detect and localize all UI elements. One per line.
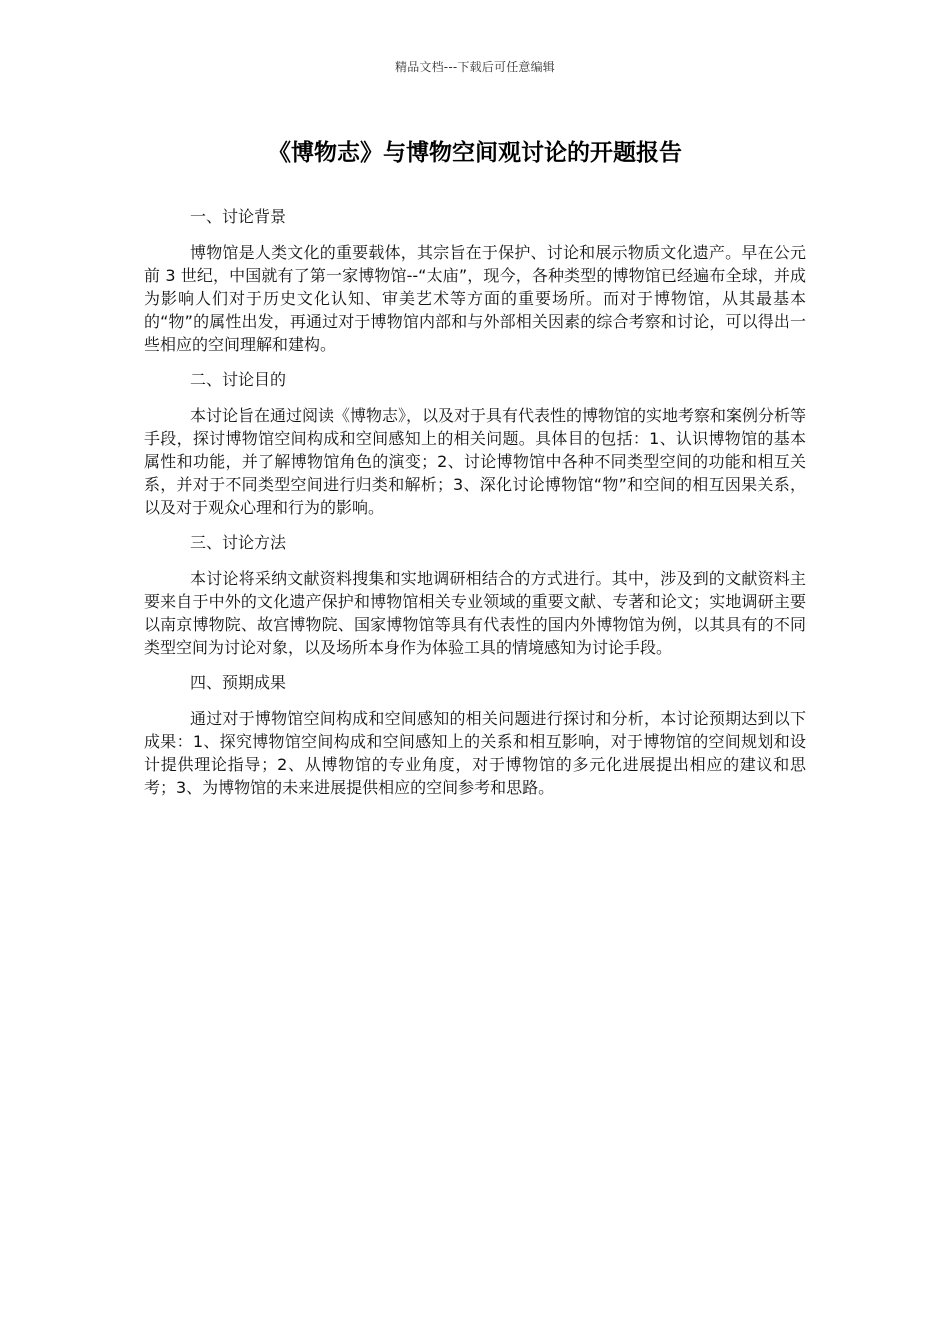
page-header-note: 精品文档---下载后可任意编辑 [395, 60, 555, 74]
section-paragraph: 博物馆是人类文化的重要载体，其宗旨在于保护、讨论和展示物质文化遗产。早在公元前 3 世纪，中国就有了第一家博物馆--“太庙”，现今，各种类型的博物馆已经遍布全球，并成为影响人们对于历史文化认知、审美艺术等方面的重要场所。而对于博物馆，从其最基本的“物”的属性出发，再通过对于博物馆内部和与外部相关因素的综合考察和讨论，可以得出一些相应的空间理解和建构。 [144, 243, 806, 354]
section-heading: 一、讨论背景 [190, 207, 287, 226]
section-heading: 四、预期成果 [190, 673, 287, 692]
document-title: 《博物志》与博物空间观讨论的开题报告 [268, 140, 682, 166]
document-body [144, 206, 806, 812]
section-paragraph: 通过对于博物馆空间构成和空间感知的相关问题进行探讨和分析，本讨论预期达到以下成果：1、探究博物馆空间构成和空间感知上的关系和相互影响，对于博物馆的空间规划和设计提供理论指导；2、从博物馆的专业角度，对于博物馆的多元化进展提出相应的建议和思考；3、为博物馆的未来进展提供相应的空间参考和思路。 [144, 709, 806, 797]
section-paragraph: 本讨论旨在通过阅读《博物志》，以及对于具有代表性的博物馆的实地考察和案例分析等手段，探讨博物馆空间构成和空间感知上的相关问题。具体目的包括：1、认识博物馆的基本属性和功能，并了解博物馆角色的演变；2、讨论博物馆中各种不同类型空间的功能和相互关系，并对于不同类型空间进行归类和解析；3、深化讨论博物馆“物”和空间的相互因果关系，以及对于观众心理和行为的影响。 [144, 406, 807, 517]
section-expected-results [144, 672, 806, 799]
section-heading: 三、讨论方法 [190, 533, 287, 552]
section-heading: 二、讨论目的 [190, 370, 287, 389]
section-background [144, 206, 806, 356]
section-method [144, 532, 806, 659]
section-paragraph: 本讨论将采纳文献资料搜集和实地调研相结合的方式进行。其中，涉及到的文献资料主要来自于中外的文化遗产保护和博物馆相关专业领域的重要文献、专著和论文；实地调研主要以南京博物院、故宫博物院、国家博物馆等具有代表性的国内外博物馆为例，以其具有的不同类型空间为讨论对象，以及场所本身作为体验工具的情境感知为讨论手段。 [144, 569, 806, 657]
section-purpose [144, 369, 806, 519]
